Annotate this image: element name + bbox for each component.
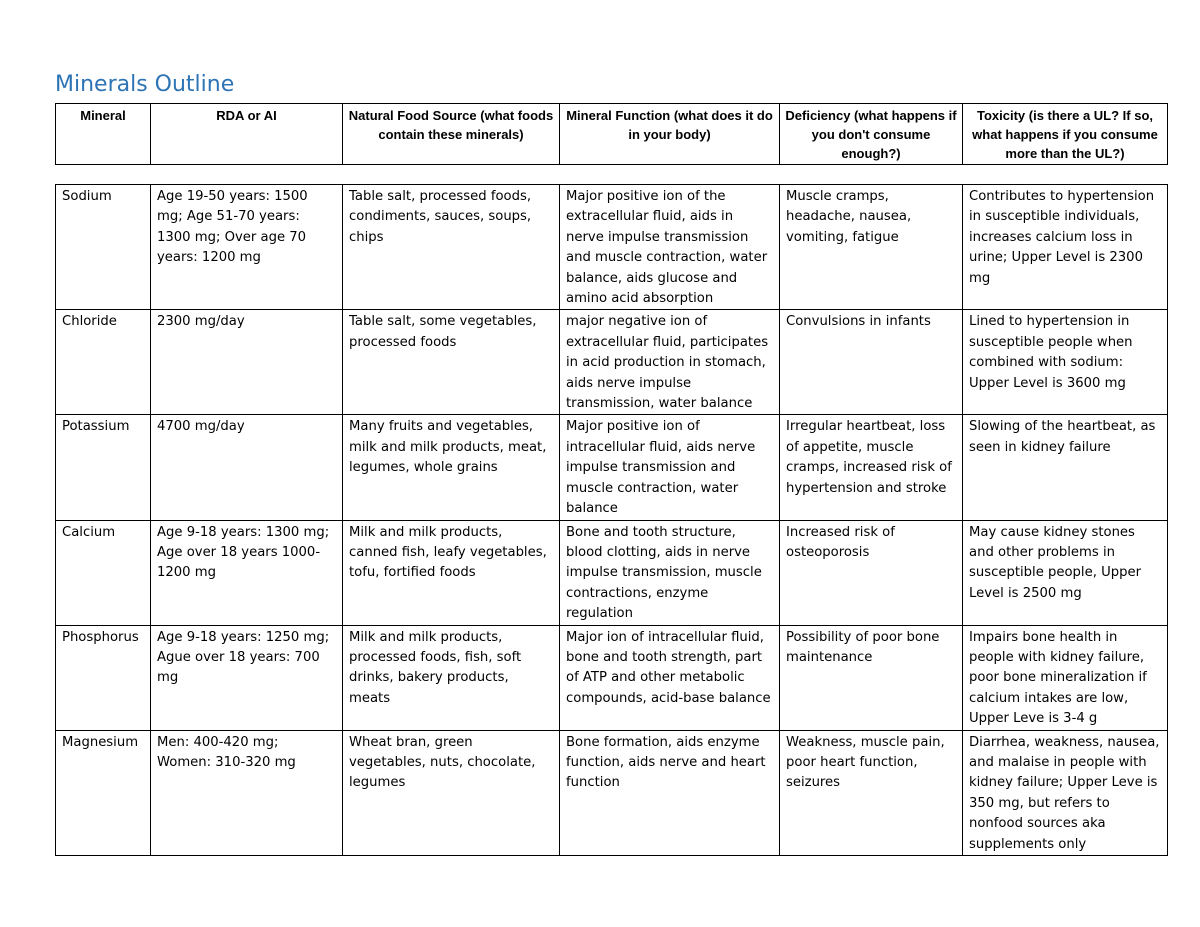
table-row (56, 520, 1168, 625)
table-row (56, 415, 1168, 520)
table-row (56, 310, 1168, 415)
header-food-source: Natural Food Source (what foods contain these minerals) (343, 104, 560, 165)
source-cell: Wheat bran, green vegetables, nuts, chocolate, legumes (343, 730, 560, 855)
mineral-cell: Calcium (56, 520, 151, 625)
header-mineral: Mineral (56, 104, 151, 165)
source-cell: Milk and milk products, canned fish, leafy vegetables, tofu, fortified foods (343, 520, 560, 625)
function-cell: Bone formation, aids enzyme function, aids nerve and heart function (560, 730, 780, 855)
header-deficiency: Deficiency (what happens if you don't consume enough?) (780, 104, 963, 165)
header-toxicity: Toxicity (is there a UL? If so, what happens if you consume more than the UL?) (963, 104, 1168, 165)
deficiency-cell: Weakness, muscle pain, poor heart function, seizures (780, 730, 963, 855)
source-cell: Table salt, processed foods, condiments, sauces, soups, chips (343, 185, 560, 310)
deficiency-cell: Irregular heartbeat, loss of appetite, muscle cramps, increased risk of hypertension and stroke (780, 415, 963, 520)
minerals-table (55, 184, 1168, 856)
function-cell: Major positive ion of intracellular fluid, aids nerve impulse transmission and muscle contraction, water balance (560, 415, 780, 520)
toxicity-cell: May cause kidney stones and other problems in susceptible people, Upper Level is 2500 mg (963, 520, 1168, 625)
toxicity-cell: Contributes to hypertension in susceptible individuals, increases calcium loss in urine; Upper Level is 2300 mg (963, 185, 1168, 310)
deficiency-cell: Muscle cramps, headache, nausea, vomiting, fatigue (780, 185, 963, 310)
rda-cell: Men: 400-420 mg; Women: 310-320 mg (151, 730, 343, 855)
mineral-cell: Potassium (56, 415, 151, 520)
deficiency-cell: Convulsions in infants (780, 310, 963, 415)
function-cell: major negative ion of extracellular fluid, participates in acid production in stomach, aids nerve impulse transmission, water balance (560, 310, 780, 415)
header-row (56, 104, 1168, 165)
header-rda: RDA or AI (151, 104, 343, 165)
page-title: Minerals Outline (55, 72, 235, 97)
table-row (56, 625, 1168, 730)
toxicity-cell: Slowing of the heartbeat, as seen in kidney failure (963, 415, 1168, 520)
toxicity-cell: Lined to hypertension in susceptible people when combined with sodium: Upper Level is 3600 mg (963, 310, 1168, 415)
rda-cell: 4700 mg/day (151, 415, 343, 520)
rda-cell: Age 9-18 years: 1300 mg; Age over 18 years 1000-1200 mg (151, 520, 343, 625)
function-cell: Major ion of intracellular fluid, bone and tooth strength, part of ATP and other metabolic compounds, acid-base balance (560, 625, 780, 730)
mineral-cell: Phosphorus (56, 625, 151, 730)
table-row (56, 730, 1168, 855)
rda-cell: 2300 mg/day (151, 310, 343, 415)
mineral-cell: Chloride (56, 310, 151, 415)
mineral-cell: Magnesium (56, 730, 151, 855)
source-cell: Many fruits and vegetables, milk and milk products, meat, legumes, whole grains (343, 415, 560, 520)
rda-cell: Age 9-18 years: 1250 mg; Ague over 18 years: 700 mg (151, 625, 343, 730)
deficiency-cell: Possibility of poor bone maintenance (780, 625, 963, 730)
function-cell: Bone and tooth structure, blood clotting, aids in nerve impulse transmission, muscle contractions, enzyme regulation (560, 520, 780, 625)
header-function: Mineral Function (what does it do in your body) (560, 104, 780, 165)
table-row (56, 185, 1168, 310)
toxicity-cell: Impairs bone health in people with kidney failure, poor bone mineralization if calcium intakes are low, Upper Leve is 3-4 g (963, 625, 1168, 730)
rda-cell: Age 19-50 years: 1500 mg; Age 51-70 years: 1300 mg; Over age 70 years: 1200 mg (151, 185, 343, 310)
deficiency-cell: Increased risk of osteoporosis (780, 520, 963, 625)
header-table (55, 103, 1168, 165)
toxicity-cell: Diarrhea, weakness, nausea, and malaise in people with kidney failure; Upper Leve is 350 mg, but refers to nonfood sources aka supplements only (963, 730, 1168, 855)
mineral-cell: Sodium (56, 185, 151, 310)
source-cell: Table salt, some vegetables, processed foods (343, 310, 560, 415)
function-cell: Major positive ion of the extracellular fluid, aids in nerve impulse transmission and muscle contraction, water balance, aids glucose and amino acid absorption (560, 185, 780, 310)
source-cell: Milk and milk products, processed foods, fish, soft drinks, bakery products, meats (343, 625, 560, 730)
